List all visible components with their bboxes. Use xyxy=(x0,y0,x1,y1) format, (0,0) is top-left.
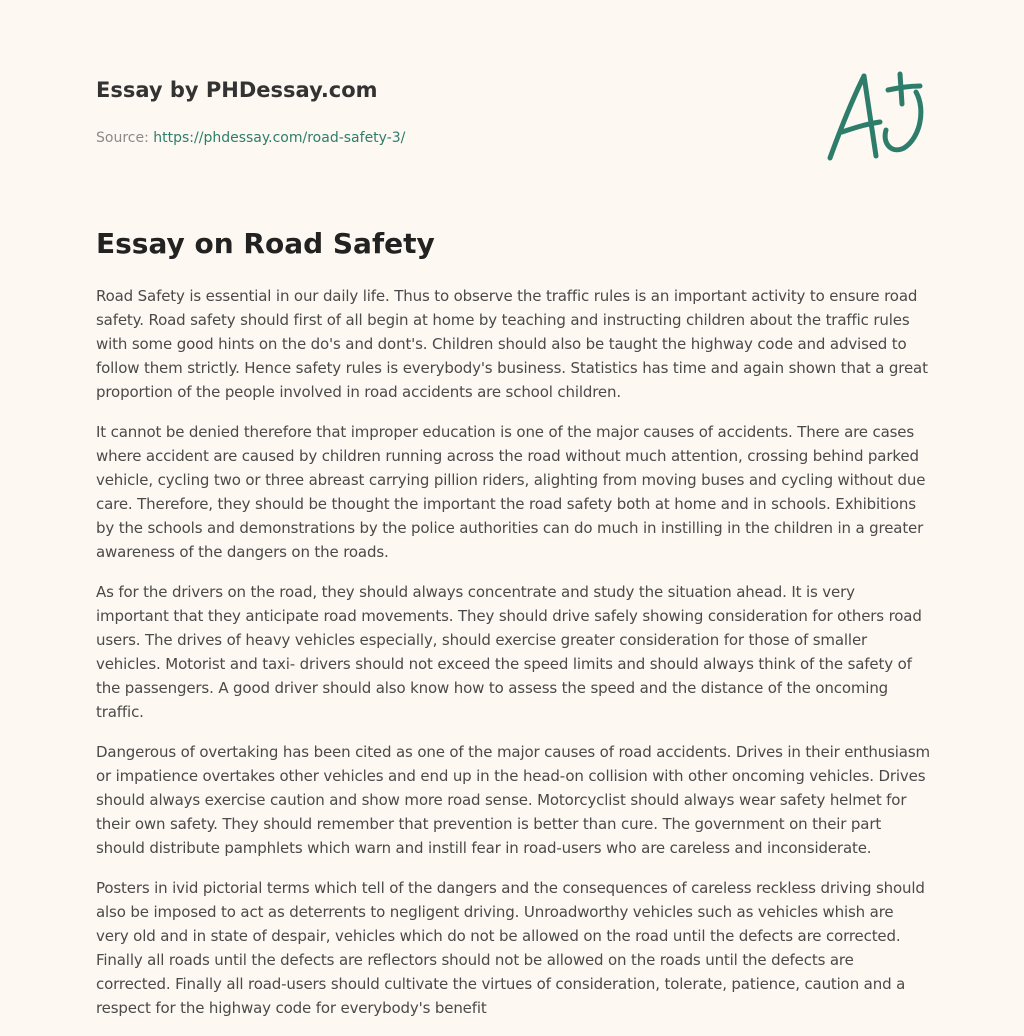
essay-paragraph-4: Dangerous of overtaking has been cited as one of the major causes of road accidents. Drives in their enthusiasm or impatience overtakes other vehicles and end up in the head-on collision with other oncoming vehicles. Drives should always exercise caution and show more road sense. Motorcyclist should always wear safety helmet for their own safety. They should remember that prevention is better than cure. The government on their part should distribute pamphlets which warn and instill fear in road-users who are careless and inconsiderate. xyxy=(96,743,930,857)
essay-paragraph-1: Road Safety is essential in our daily life. Thus to observe the traffic rules is an important activity to ensure road safety. Road safety should first of all begin at home by teaching and instructing children about the traffic rules with some good hints on the do's and dont's. Children should also be taught the highway code and advised to follow them strictly. Hence safety rules is everybody's business. Statistics has time and again shown that a great proportion of the people involved in road accidents are school children. xyxy=(96,287,928,401)
essay-title: Essay on Road Safety xyxy=(96,227,435,260)
essay-body xyxy=(96,284,930,1036)
source-link[interactable]: https://phdessay.com/road-safety-3/ xyxy=(153,130,406,146)
source-label: Source: xyxy=(96,130,154,146)
essay-header xyxy=(96,76,936,148)
essay-paragraph-2: It cannot be denied therefore that improper education is one of the major causes of accidents. There are cases where accident are caused by children running across the road without much attention, crossing behind parked vehicle, cycling two or three abreast carrying pillion riders, alighting from moving buses and cycling without due care. Therefore, they should be thought the important the road safety both at home and in schools. Exhibitions by the schools and demonstrations by the police authorities can do much in instilling in the children in a greater awareness of the dangers on the roads. xyxy=(96,423,926,561)
essay-paragraph-5: Posters in ivid pictorial terms which tell of the dangers and the consequences of careless reckless driving should also be imposed to act as deterrents to negligent driving. Unroadworthy vehicles such as vehicles whish are very old and in state of despair, vehicles which do not be allowed on the road until the defects are corrected. Finally all roads until the defects are reflectors should not be allowed on the roads until the defects are corrected. Finally all road-users should cultivate the virtues of consideration, tolerate, patience, caution and a respect for the highway code for everybody's benefit xyxy=(96,879,925,1017)
source-line xyxy=(96,128,936,148)
a-plus-grade-logo-icon xyxy=(820,66,930,166)
site-title: Essay by PHDessay.com xyxy=(96,78,378,102)
essay-paragraph-3: As for the drivers on the road, they should always concentrate and study the situation ahead. It is very important that they anticipate road movements. They should drive safely showing consideration for others road users. The drives of heavy vehicles especially, should exercise greater consideration for those of smaller vehicles. Motorist and taxi- drivers should not exceed the speed limits and should always think of the safety of the passengers. A good driver should also know how to assess the speed and the distance of the oncoming traffic. xyxy=(96,583,922,721)
